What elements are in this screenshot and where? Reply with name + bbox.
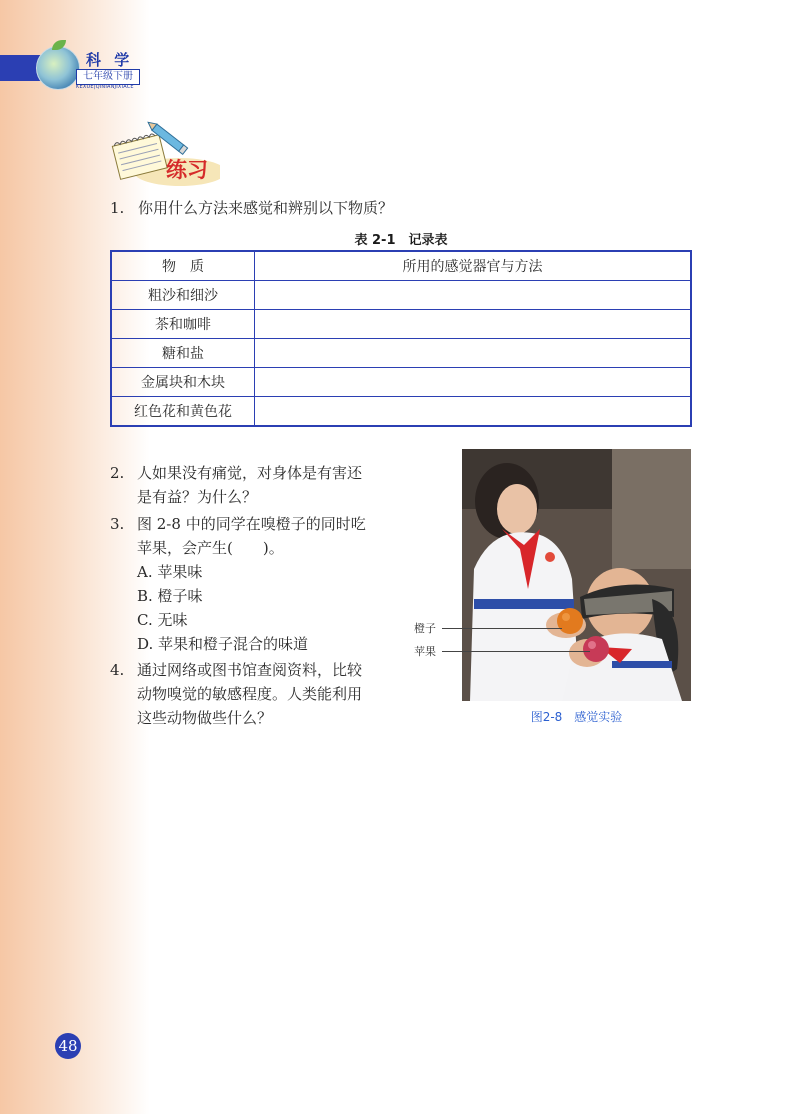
page-number: 48 xyxy=(55,1033,81,1059)
table-row xyxy=(111,281,691,310)
answer-option-a: A. 苹果味 xyxy=(137,563,203,581)
question-text: 你用什么方法来感觉和辨别以下物质？ xyxy=(138,199,394,217)
question-number: 3. xyxy=(110,515,125,533)
record-table xyxy=(110,250,692,427)
answer-option-b: B. 橙子味 xyxy=(137,587,203,605)
question-line: 是有益？为什么？ xyxy=(137,488,258,506)
answer-option-c: C. 无味 xyxy=(137,611,188,629)
question-line: 人如果没有痛觉，对身体是有害还 xyxy=(137,464,363,482)
method-cell xyxy=(255,397,692,427)
question-number: 4. xyxy=(110,661,125,679)
question-line: 通过网络或图书馆查阅资料，比较 xyxy=(137,661,363,679)
question-line: 苹果，会产生( )。 xyxy=(137,539,284,557)
label-apple: 苹果 xyxy=(414,645,436,658)
question-1 xyxy=(110,196,700,220)
method-cell xyxy=(255,281,692,310)
answer-option-d: D. 苹果和橙子混合的味道 xyxy=(137,635,309,653)
question-number: 2. xyxy=(110,464,125,482)
question-line: 这些动物做些什么？ xyxy=(137,709,273,727)
table-row xyxy=(111,397,691,427)
question-line: 图 2-8 中的同学在嗅橙子的同时吃 xyxy=(137,515,366,533)
question-2 xyxy=(110,461,410,509)
label-orange: 橙子 xyxy=(414,622,436,635)
table-row xyxy=(111,368,691,397)
substance-cell: 粗沙和细沙 xyxy=(111,281,255,310)
pointer-line xyxy=(442,651,590,652)
column-header-method: 所用的感觉器官与方法 xyxy=(255,251,692,281)
method-cell xyxy=(255,368,692,397)
book-title: 科 学 xyxy=(86,51,134,69)
method-cell xyxy=(255,310,692,339)
book-pinyin: KEXUE|QINIANJIXIACE xyxy=(76,84,134,90)
table-caption: 表 2-1 记录表 xyxy=(354,233,448,248)
book-grade: 七年级下册 xyxy=(76,69,140,85)
substance-cell: 茶和咖啡 xyxy=(111,310,255,339)
column-header-substance: 物 质 xyxy=(111,251,255,281)
method-cell xyxy=(255,339,692,368)
substance-cell: 糖和盐 xyxy=(111,339,255,368)
globe-logo-icon xyxy=(36,46,80,90)
table-row xyxy=(111,339,691,368)
table-row xyxy=(111,310,691,339)
substance-cell: 红色花和黄色花 xyxy=(111,397,255,427)
sensory-experiment-photo xyxy=(462,449,691,701)
pointer-line xyxy=(442,628,562,629)
figure-caption: 图2-8 感觉实验 xyxy=(530,710,623,724)
question-number: 1. xyxy=(110,199,125,217)
exercise-title: 练习 xyxy=(166,158,208,182)
substance-cell: 金属块和木块 xyxy=(111,368,255,397)
question-3 xyxy=(110,512,410,656)
table-header-row xyxy=(111,251,691,281)
question-4 xyxy=(110,658,410,730)
question-line: 动物嗅觉的敏感程度。人类能利用 xyxy=(137,685,363,703)
